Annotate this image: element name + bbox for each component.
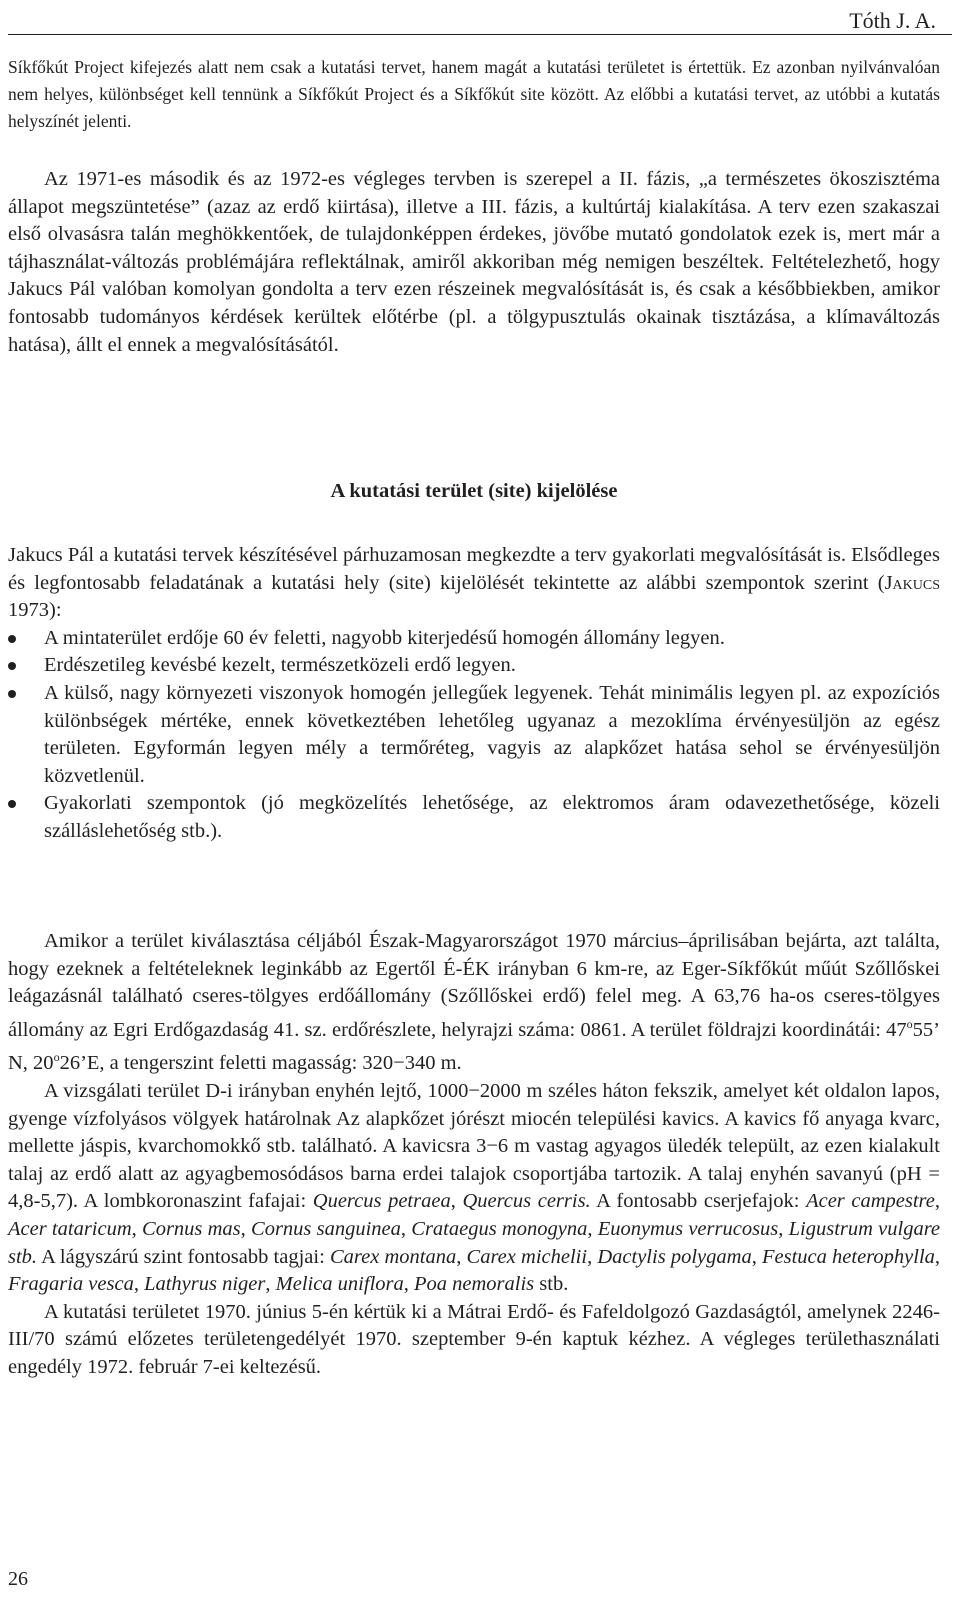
bullet-icon bbox=[8, 662, 16, 670]
bullet-icon bbox=[8, 800, 16, 808]
site-text-4: stb. bbox=[534, 1273, 569, 1296]
plan-section bbox=[8, 166, 940, 359]
species-name: Crataegus monogyna bbox=[411, 1217, 588, 1240]
selection-text-3: 26’E, a tengerszint feletti magasság: 320−340 m. bbox=[59, 1052, 462, 1075]
species-name: Fragaria vesca bbox=[8, 1273, 134, 1296]
site-intro-text-end: 1973): bbox=[8, 599, 62, 622]
citation-author: Jakucs bbox=[884, 571, 940, 594]
site-description-section bbox=[8, 928, 940, 1382]
list-item bbox=[8, 790, 940, 845]
species-name: Poa nemoralis bbox=[414, 1273, 535, 1296]
permit-paragraph: A kutatási területet 1970. június 5-én kértük ki a Mátrai Erdő- és Fafeldolgozó Gazdaságtól, amelynek 2246-III/70 számú előzetes területengedélyét 1970. szeptember 9-én kaptuk kézhez. A végleges területhasználati engedély 1972. február 7-ei keltezésű. bbox=[8, 1300, 940, 1378]
species-name: Acer campestre bbox=[806, 1190, 935, 1213]
selection-text: Amikor a terület kiválasztása céljából Észak-Magyarországot 1970 március–áprilisában bejárta, azt találta, hogy ezeknek a feltételeknek leginkább az Egertől É-ÉK irányban 6 km-re, az Eger-Síkfőkút műút Szőllőskei leágazásnál található cseres-tölgyes erdőállomány (Szőllőskei erdő) felel meg. A 63,76 ha-os cseres-tölgyes állomány az Egri Erdőgazdaság 41. sz. erdőrészlete, helyrajzi száma: 0861. A terület földrajzi koordinátái: 47 bbox=[8, 930, 940, 1041]
site-criteria-section bbox=[8, 542, 940, 846]
selection-paragraph bbox=[8, 928, 940, 1078]
list-item bbox=[8, 652, 940, 680]
site-intro-paragraph bbox=[8, 542, 940, 625]
intro-paragraph: Síkfőkút Project kifejezés alatt nem csak a kutatási tervet, hanem magát a kutatási területet is értettük. Ez azonban nyilvánvalóan nem helyes, különbséget kell tennünk a Síkfőkút Project és a Síkfőkút site között. Az előbbi a kutatási tervet, az utóbbi a kutatás helyszínét jelenti. bbox=[8, 57, 940, 131]
running-header-author: Tóth J. A. bbox=[849, 8, 936, 33]
site-text-3: A lágyszárú szint fontosabb tagjai: bbox=[37, 1245, 330, 1268]
criterion-text: A külső, nagy környezeti viszonyok homogén jellegűek legyenek. Tehát minimális legyen pl. az expozíciós különbségek mértéke, ennek következtében lehetőleg ugyanaz a mezoklíma érvényesüljön az egész területen. Egyformán legyen mély a termőréteg, vagyis az alapkőzet hatása sehol se érvényesüljön közvetlenül. bbox=[44, 681, 940, 787]
list-item bbox=[8, 680, 940, 790]
site-intro-text: Jakucs Pál a kutatási tervek készítésével párhuzamosan megkezdte a terv gyakorlati megvalósítását is. Elsődleges és legfontosabb feladatának a kutatási hely (site) kijelölését tekintette az alábbi szempontok szerint ( bbox=[8, 544, 940, 594]
criterion-text: Erdészetileg kevésbé kezelt, természetközeli erdő legyen. bbox=[44, 654, 516, 677]
site-text-2: A fontosabb cserjefajok: bbox=[590, 1190, 807, 1213]
species-name: Euonymus verrucosus bbox=[597, 1217, 779, 1240]
plan-paragraph: Az 1971-es második és az 1972-es végleges tervben is szerepel a II. fázis, „a természetes ökoszisztéma állapot megszüntetése” (azaz az erdő kiirtása), illetve a III. fázis, a kultúrtáj kialakítása. A terv ezen szakaszai első olvasásra talán meghökkentőek, de tulajdonképpen érdekes, jövőbe mutató gondolatok ezek is, mert már a tájhasználat-változás problémájára reflektálnak, amiről akkoriban még nemigen beszéltek. Feltételezhető, hogy Jakucs Pál valóban komolyan gondolta a terv ezen részeinek megvalósítását is, és csak a későbbiekben, amikor fontosabb tudományos kérdések kerültek előtérbe (pl. a tölgypusztulás okainak tisztázása, a klímaváltozás hatása), állt el ennek a megvalósításától. bbox=[8, 168, 940, 356]
criterion-text: Gyakorlati szempontok (jó megközelítés lehetősége, az elektromos áram odavezethetősége, közeli szálláslehetőség stb.). bbox=[44, 792, 940, 842]
species-name: Quercus cerris. bbox=[462, 1190, 591, 1213]
species-name: Cornus mas bbox=[142, 1217, 241, 1240]
page-number: 26 bbox=[8, 1568, 28, 1590]
bullet-icon bbox=[8, 635, 16, 643]
criterion-text: A mintaterület erdője 60 év feletti, nagyobb kiterjedésű homogén állomány legyen. bbox=[44, 626, 725, 649]
bullet-icon bbox=[8, 690, 16, 698]
species-name: Carex michelii bbox=[466, 1245, 588, 1268]
site-paragraph: A vizsgálati terület D-i irányban enyhén lejtő, 1000−2000 m széles háton fekszik, amelyet két oldalon lapos, gyenge vízfolyásos völgyek határolnak Az alapkőzet jórészt miocén települési kavics. A kavics fő anyaga kvarc, mellette jáspis, kvarchomokkő stb. található. A kavicsra 3−6 m vastag agyagos üledék települt, az ezen kialakult talaj az erdő alatt az agyagbemosódásos barna erdei talajok csoportjába tartozik. A talaj enyhén savanyú (pH = 4,8-5,7). A lombkoronaszint fafajai: Quercus petraea, Quercus cerris. A fontosabb cserjefajok: Acer campestre, Acer tataricum, Cornus mas, Cornus sanguinea, Crataegus monogyna, Euonymus verrucosus, Ligustrum vulgare stb. A lágyszárú szint fontosabb tagjai: Carex montana, Carex michelii, Dactylis polygama, Festuca heterophylla, Fragaria vesca, Lathyrus niger, Melica uniflora, Poa nemoralis stb. bbox=[8, 1079, 941, 1296]
header-rule bbox=[8, 34, 952, 35]
species-name: Ligustrum vulgare stb. bbox=[8, 1217, 941, 1268]
species-name: Dactylis polygama bbox=[597, 1245, 752, 1268]
section-heading: A kutatási terület (site) kijelölése bbox=[330, 480, 618, 502]
site-text: A vizsgálati terület D-i irányban enyhén lejtő, 1000−2000 m széles háton fekszik, amelyet két oldalon lapos, gyenge vízfolyásos völgyek határolnak Az alapkőzet jórészt miocén települési kavics. A kavics fő anyaga kvarc, mellette jáspis, kvarchomokkő stb. található. A kavicsra 3−6 m vastag agyagos üledék települt, az ezen kialakult talaj az erdő alatt az agyagbemosódásos barna erdei talajok csoportjába tartozik. A talaj enyhén savanyú (pH = 4,8-5,7). A lombkoronaszint fafajai: bbox=[8, 1079, 940, 1213]
species-name: Melica uniflora bbox=[275, 1273, 404, 1296]
species-name: Lathyrus niger bbox=[144, 1273, 266, 1296]
species-name: Festuca heterophylla bbox=[762, 1245, 935, 1268]
list-item bbox=[8, 625, 940, 653]
selection-text-2: 55’ N, 20 bbox=[8, 1018, 940, 1075]
degree-mark: o bbox=[906, 1016, 913, 1031]
species-name: Cornus sanguinea bbox=[251, 1217, 401, 1240]
species-name: Acer tataricum bbox=[8, 1217, 132, 1240]
degree-mark: o bbox=[53, 1050, 60, 1065]
criteria-list bbox=[8, 625, 940, 846]
species-name: Quercus petraea bbox=[312, 1190, 451, 1213]
species-name: Carex montana bbox=[329, 1245, 457, 1268]
